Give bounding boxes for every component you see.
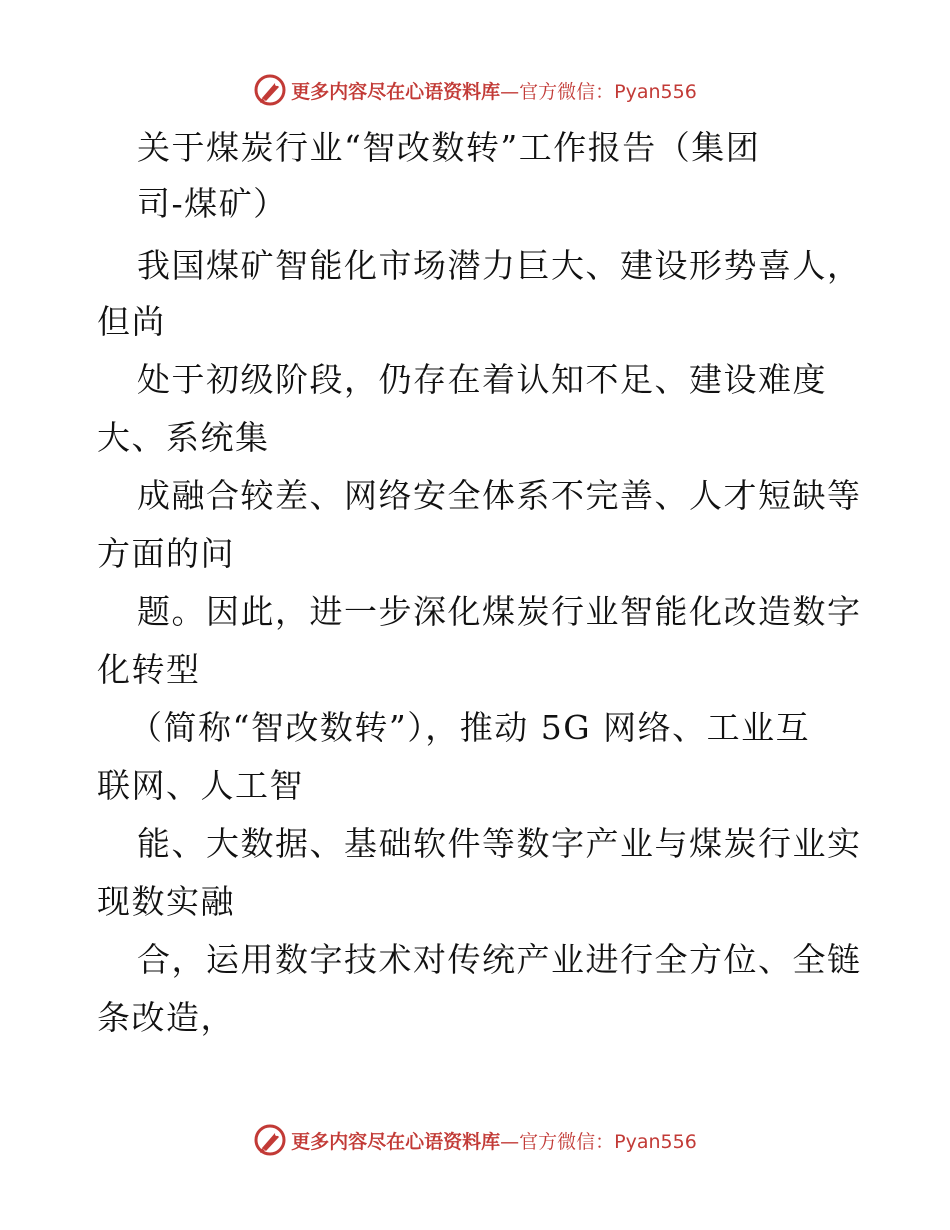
watermark-banner-bottom (0, 1120, 950, 1160)
document-line: 联网、人工智 (97, 766, 304, 805)
document-line: 现数实融 (97, 882, 235, 921)
watermark-brand: 更多内容尽在心语资料库 (291, 1130, 501, 1153)
document-line: 方面的问 (97, 534, 235, 573)
document-line: 题。因此，进一步深化煤炭行业智能化改造数字 (137, 592, 862, 631)
pen-seal-icon (253, 73, 287, 107)
watermark-wechat: —官方微信：Pyan556 (500, 80, 697, 103)
document-line: 成融合较差、网络安全体系不完善、人才短缺等 (137, 476, 862, 515)
document-line: 大、系统集 (97, 418, 270, 457)
document-line: 司-煤矿） (137, 184, 288, 223)
document-line: 化转型 (97, 650, 201, 689)
watermark-banner-top (0, 70, 950, 110)
document-line: 合，运用数字技术对传统产业进行全方位、全链 (137, 940, 862, 979)
document-line: 能、大数据、基础软件等数字产业与煤炭行业实 (137, 824, 862, 863)
document-line: 我国煤矿智能化市场潜力巨大、建设形势喜人， (137, 246, 862, 285)
document-line: （简称“智改数转”），推动 5G 网络、工业互 (129, 708, 811, 747)
pen-seal-icon (253, 1123, 287, 1157)
document-line: 条改造， (97, 998, 235, 1037)
watermark-wechat: —官方微信：Pyan556 (500, 1130, 697, 1153)
watermark-brand: 更多内容尽在心语资料库 (291, 80, 501, 103)
document-line: 处于初级阶段，仍存在着认知不足、建设难度 (137, 360, 827, 399)
document-line: 但尚 (97, 302, 166, 341)
document-line: 关于煤炭行业“智改数转”工作报告（集团 (137, 128, 761, 167)
